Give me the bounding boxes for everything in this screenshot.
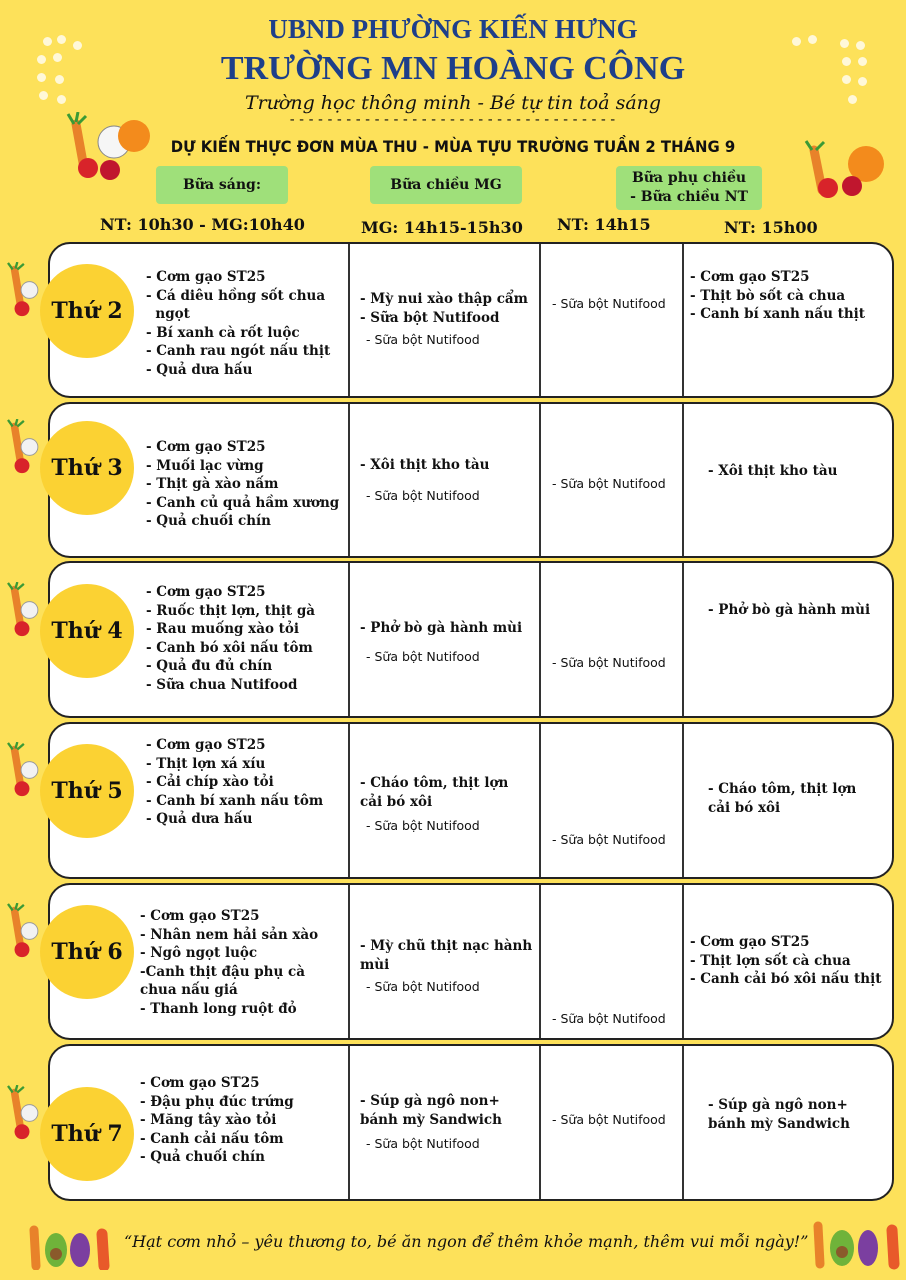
breakfast-item: - Sữa chua Nutifood [146, 676, 298, 693]
vegetable-mascot-icon [62, 112, 154, 182]
menu-title: DỰ KIẾN THỰC ĐƠN MÙA THU - MÙA TỰU TRƯỜNG TUẦN 2 THÁNG 9 [170, 137, 736, 156]
nt-snack: - Sữa bột Nutifood [552, 476, 666, 491]
afternoon-nt-list [708, 462, 906, 481]
day-row [48, 242, 894, 398]
afternoon-mg-item: - Mỳ chũ thịt nạc hành [360, 938, 533, 954]
nt-snack: - Sữa bột Nutifood [552, 655, 666, 670]
afternoon-nt-label: - Bữa chiều NT [630, 189, 748, 205]
afternoon-nt-item: - Canh bí xanh nấu thịt [690, 306, 866, 322]
breakfast-list [146, 268, 346, 379]
afternoon-mg-item: - Súp gà ngô non+ [360, 1093, 500, 1109]
time-nt1: NT: 14h15 [557, 215, 651, 234]
day-label: Thứ 2 [40, 264, 134, 358]
breakfast-item: - Măng tây xào tỏi [140, 1112, 277, 1128]
day-label: Thứ 5 [40, 744, 134, 838]
column-divider [682, 1046, 684, 1199]
day-row [48, 402, 894, 558]
vegetable-mascot-icon [2, 1085, 42, 1141]
afternoon-mg-item: - Phở bò gà hành mùi [360, 620, 523, 636]
breakfast-item: - Cá diêu hồng sốt chua [146, 287, 326, 304]
afternoon-nt-list [708, 780, 906, 817]
afternoon-mg-item: mùi [360, 956, 390, 973]
day-row [48, 722, 894, 879]
afternoon-nt-item: - Thịt bò sốt cà chua [690, 287, 846, 304]
column-divider [348, 1046, 350, 1199]
afternoon-nt-item: - Xôi thịt kho tàu [708, 463, 838, 479]
nt-snack: - Sữa bột Nutifood [552, 1112, 666, 1127]
breakfast-list [146, 583, 346, 694]
afternoon-mg-item: - Xôi thịt kho tàu [360, 457, 490, 473]
breakfast-item: - Quả chuối chín [146, 513, 271, 529]
afternoon-nt-item: - Cháo tôm, thịt lợn [708, 781, 857, 797]
side-afternoon-label: Bữa phụ chiều [631, 170, 747, 186]
column-divider [682, 885, 684, 1038]
breakfast-list [140, 907, 340, 1018]
breakfast-item: - Canh củ quả hầm xương [146, 494, 340, 511]
time-breakfast: NT: 10h30 - MG:10h40 [100, 215, 305, 234]
column-divider [348, 563, 350, 716]
breakfast-item: - Đậu phụ đúc trứng [140, 1093, 294, 1110]
nt-snack: - Sữa bột Nutifood [552, 832, 666, 847]
afternoon-nt-item: - Súp gà ngô non+ [708, 1097, 848, 1113]
breakfast-item: chua nấu giá [140, 982, 238, 998]
afternoon-nt-item: cải bó xôi [708, 799, 781, 816]
afternoon-mg-list [360, 619, 540, 638]
breakfast-item: - Thịt lợn xá xíu [146, 755, 266, 772]
breakfast-item: - Canh cải nấu tôm [140, 1130, 284, 1147]
breakfast-item: - Rau muống xào tỏi [146, 621, 300, 637]
breakfast-item: - Bí xanh cà rốt luộc [146, 324, 300, 341]
afternoon-nt-list [690, 933, 890, 989]
breakfast-item: - Muối lạc vừng [146, 457, 264, 474]
afternoon-mg-list [360, 1092, 540, 1129]
day-label: Thứ 3 [40, 421, 134, 515]
breakfast-item: - Ngô ngọt luộc [140, 945, 258, 961]
column-divider [539, 563, 541, 716]
breakfast-item: - Cải chíp xào tỏi [146, 774, 274, 790]
breakfast-list [140, 1074, 340, 1167]
milk-note: - Sữa bột Nutifood [366, 649, 480, 664]
afternoon-mg-list [360, 774, 540, 811]
afternoon-nt-item: - Canh cải bó xôi nấu thịt [690, 971, 882, 987]
column-divider [682, 563, 684, 716]
afternoon-mg-list [360, 456, 540, 475]
nt-snack: - Sữa bột Nutifood [552, 1011, 666, 1026]
afternoon-mg-item: - Cháo tôm, thịt lợn [360, 775, 509, 791]
breakfast-item: - Canh bó xôi nấu tôm [146, 639, 313, 656]
vegetable-mascot-icon [2, 582, 42, 638]
breakfast-item: - Cơm gạo ST25 [140, 1075, 260, 1091]
afternoon-nt-item: - Cơm gạo ST25 [690, 269, 810, 285]
column-divider [682, 404, 684, 556]
afternoon-nt-item: - Thịt lợn sốt cà chua [690, 952, 851, 969]
afternoon-mg-list [360, 290, 540, 327]
breakfast-item: - Nhân nem hải sản xào [140, 926, 319, 943]
day-row [48, 561, 894, 718]
column-divider [348, 404, 350, 556]
milk-note: - Sữa bột Nutifood [366, 818, 480, 833]
column-divider [348, 724, 350, 877]
breakfast-item: -Canh thịt đậu phụ cà [140, 963, 305, 980]
breakfast-item: - Quả dưa hấu [146, 361, 253, 378]
column-divider [539, 404, 541, 556]
breakfast-item: - Thanh long ruột đỏ [140, 1000, 297, 1017]
district-name: UBND PHƯỜNG KIẾN HƯNG [268, 14, 638, 44]
vegetables-icon [806, 1218, 906, 1270]
column-divider [682, 244, 684, 396]
afternoon-mg-item: bánh mỳ Sandwich [360, 1111, 502, 1128]
vegetable-mascot-icon [2, 742, 42, 798]
afternoon-mg-list [360, 937, 540, 974]
milk-note: - Sữa bột Nutifood [366, 488, 480, 503]
afternoon-mg-item: - Mỳ nui xào thập cẩm [360, 291, 528, 307]
vegetable-mascot-icon [2, 419, 42, 475]
column-divider [348, 244, 350, 396]
breakfast-item: ngọt [146, 306, 190, 322]
breakfast-item: - Cơm gạo ST25 [146, 439, 266, 455]
milk-note: - Sữa bột Nutifood [366, 332, 480, 347]
day-row [48, 883, 894, 1040]
afternoon-mg-item: - Sữa bột Nutifood [360, 309, 500, 326]
side-afternoon-header [616, 166, 762, 210]
nt-snack: - Sữa bột Nutifood [552, 296, 666, 311]
vegetables-icon [22, 1222, 122, 1270]
column-divider [348, 885, 350, 1038]
time-mg: MG: 14h15-15h30 [361, 218, 523, 237]
slogan: Trường học thông minh - Bé tự tin toả sáng [244, 92, 662, 114]
breakfast-item: - Quả chuối chín [140, 1149, 265, 1165]
day-row [48, 1044, 894, 1201]
afternoon-nt-list [690, 268, 890, 324]
afternoon-nt-item: bánh mỳ Sandwich [708, 1115, 850, 1132]
vegetable-mascot-icon [800, 140, 892, 202]
breakfast-list [146, 438, 346, 531]
breakfast-item: - Canh bí xanh nấu tôm [146, 792, 324, 809]
afternoon-nt-item: - Phở bò gà hành mùi [708, 602, 871, 618]
vegetable-mascot-icon [2, 903, 42, 959]
breakfast-item: - Cơm gạo ST25 [146, 737, 266, 753]
milk-note: - Sữa bột Nutifood [366, 1136, 480, 1151]
day-label: Thứ 6 [40, 905, 134, 999]
time-nt2: NT: 15h00 [724, 218, 818, 237]
vegetable-mascot-icon [2, 262, 42, 318]
milk-note: - Sữa bột Nutifood [366, 979, 480, 994]
breakfast-item: - Quả đu đủ chín [146, 658, 273, 674]
breakfast-item: - Ruốc thịt lợn, thịt gà [146, 602, 316, 619]
column-divider [682, 724, 684, 877]
afternoon-nt-list [708, 601, 906, 620]
day-label: Thứ 4 [40, 584, 134, 678]
afternoon-nt-item: - Cơm gạo ST25 [690, 934, 810, 950]
breakfast-item: - Thịt gà xào nấm [146, 476, 279, 492]
breakfast-item: - Cơm gạo ST25 [146, 269, 266, 285]
afternoon-mg-item: cải bó xôi [360, 793, 433, 810]
breakfast-header: Bữa sáng: [156, 166, 288, 204]
day-label: Thứ 7 [40, 1087, 134, 1181]
afternoon-nt-list [708, 1096, 906, 1133]
breakfast-list [146, 736, 346, 829]
afternoon-mg-header: Bữa chiều MG [370, 166, 522, 204]
divider: ----------------------------------- [287, 112, 618, 128]
footer-quote: “Hạt cơm nhỏ – yêu thương to, bé ăn ngon để thêm khỏe mạnh, thêm vui mỗi ngày!” [124, 1232, 809, 1251]
breakfast-item: - Cơm gạo ST25 [140, 908, 260, 924]
school-name: TRƯỜNG MN HOÀNG CÔNG [220, 50, 686, 87]
breakfast-item: - Cơm gạo ST25 [146, 584, 266, 600]
breakfast-item: - Canh rau ngót nấu thịt [146, 343, 331, 359]
breakfast-item: - Quả dưa hấu [146, 811, 253, 827]
